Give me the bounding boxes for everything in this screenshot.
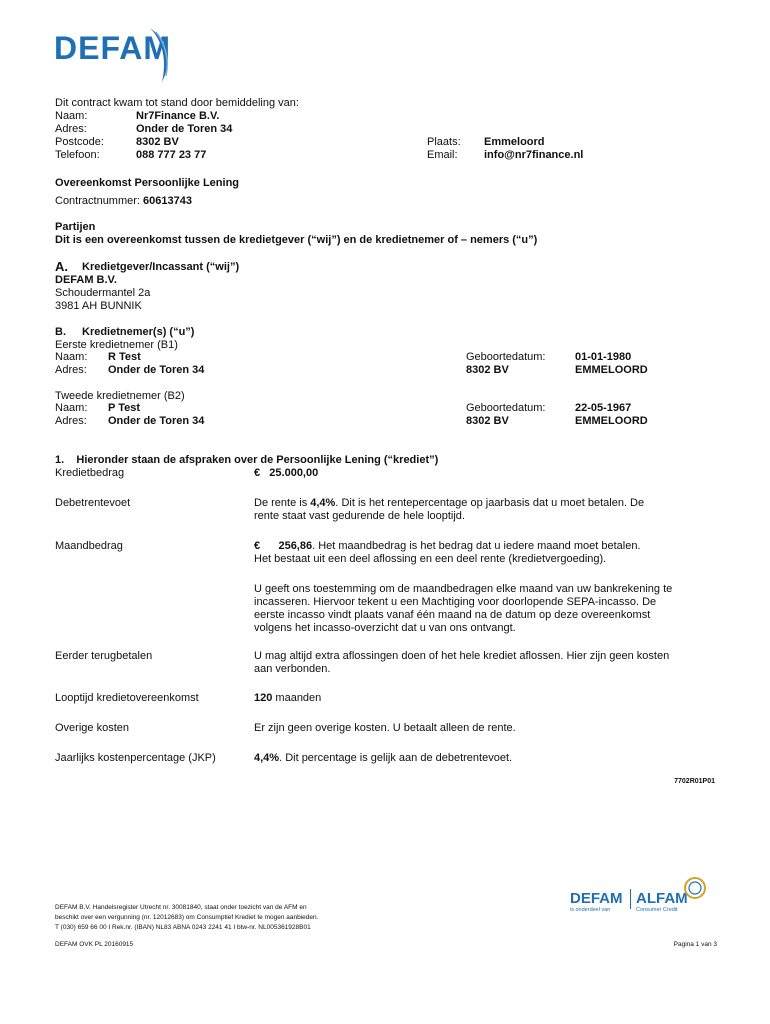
kredietbedrag-label: Kredietbedrag — [55, 467, 125, 479]
b2-naam-label: Naam: — [55, 402, 88, 414]
b2-adres: Onder de Toren 34 — [108, 415, 205, 427]
debet-post: . Dit is het rentepercentage op jaarbasis dat u moet betalen. De — [335, 497, 645, 509]
incasso-line2: incasseren. Hiervoor tekent u een Machtiging voor doorlopende SEPA-incasso. De — [254, 596, 657, 608]
eerder-line1: U mag altijd extra aflossingen doen of het hele krediet aflossen. Hier zijn geen kosten — [254, 650, 670, 662]
eerder-text — [254, 650, 714, 676]
section-b-heading: Kredietnemer(s) (“u”) — [82, 326, 195, 338]
maand-amount: € 256,86 — [254, 540, 313, 552]
footer-code: DEFAM OVK PL 20160915 — [55, 941, 134, 948]
b2-geb: 22-05-1967 — [575, 402, 632, 414]
footer-logo-right: ALFAM — [636, 890, 688, 907]
b2-title: Tweede kredietnemer (B2) — [55, 390, 185, 402]
contract-number — [55, 195, 192, 208]
doc-code: 7702R01P01 — [674, 778, 715, 785]
eerder-label: Eerder terugbetalen — [55, 650, 153, 662]
section-a-letter: A. — [55, 259, 68, 274]
looptijd-text — [254, 692, 714, 705]
footer-page: Pagina 1 van 3 — [673, 941, 717, 948]
looptijd-value: 120 — [254, 692, 273, 704]
logo-divider — [630, 889, 631, 909]
maand-text — [254, 540, 714, 566]
intro-heading: Dit contract kwam tot stand door bemiddeling van: — [55, 97, 299, 109]
intro-email-label: Email: — [427, 149, 458, 161]
footer-logo-left: DEFAM — [570, 890, 623, 907]
b1-naam: R Test — [108, 351, 141, 363]
maand-label: Maandbedrag — [55, 540, 123, 552]
incasso-line1: U geeft ons toestemming om de maandbedragen elke maand van uw bankrekening te — [254, 583, 673, 595]
section-b-letter: B. — [55, 326, 66, 338]
b2-naam: P Test — [108, 402, 140, 414]
b2-plaats: EMMELOORD — [575, 415, 648, 427]
intro-postcode: 8302 BV — [136, 136, 179, 148]
intro-plaats-label: Plaats: — [427, 136, 461, 148]
incasso-line4: volgens het incasso-overzicht dat u van ons ontvangt. — [254, 622, 516, 634]
contract-label: Contractnummer: — [55, 195, 140, 207]
overige-label: Overige kosten — [55, 722, 129, 734]
contract-value: 60613743 — [143, 195, 192, 207]
jkp-label: Jaarlijks kostenpercentage (JKP) — [55, 752, 216, 764]
b2-adres-label: Adres: — [55, 415, 87, 427]
intro-adres: Onder de Toren 34 — [136, 123, 233, 135]
jkp-value: 4,4% — [254, 752, 280, 764]
logo-text: DEFAM — [54, 30, 171, 66]
b1-plaats: EMMELOORD — [575, 364, 648, 376]
intro-telefoon: 088 777 23 77 — [136, 149, 207, 161]
jkp-text — [254, 752, 714, 765]
footer-logo-sub-left: is onderdeel van — [570, 907, 611, 913]
logo-swoosh-icon — [146, 26, 186, 86]
looptijd-unit: maanden — [272, 692, 322, 704]
intro-adres-label: Adres: — [55, 123, 87, 135]
footer-line1: DEFAM B.V. Handelsregister Utrecht nr. 30081840, staat onder toezicht van de AFM en — [55, 904, 307, 911]
kredietbedrag-value: € 25.000,00 — [254, 467, 319, 479]
b1-geb-label: Geboortedatum: — [466, 351, 546, 363]
b1-naam-label: Naam: — [55, 351, 88, 363]
b1-adres: Onder de Toren 34 — [108, 364, 205, 376]
maand-line2: Het bestaat uit een deel aflossing en een deel rente (kredietvergoeding). — [254, 553, 607, 565]
b1-title: Eerste kredietnemer (B1) — [55, 339, 178, 351]
page-title: Overeenkomst Persoonlijke Lening — [55, 177, 240, 189]
alfam-circle-icon — [680, 876, 710, 900]
incasso-text — [254, 583, 714, 635]
section-a-name: DEFAM B.V. — [55, 274, 117, 286]
defam-alfam-logo — [568, 876, 718, 916]
section1-heading: 1. Hieronder staan de afspraken over de Persoonlijke Lening (“krediet”) — [55, 454, 439, 466]
intro-naam: Nr7Finance B.V. — [136, 110, 220, 122]
eerder-line2: aan verbonden. — [254, 663, 331, 675]
intro-email: info@nr7finance.nl — [484, 149, 584, 161]
b1-postcode: 8302 BV — [466, 364, 509, 376]
debet-line2: rente staat vast gedurende de hele looptijd. — [254, 510, 465, 522]
intro-plaats: Emmeloord — [484, 136, 545, 148]
incasso-line3: eerste incasso vindt plaats vanaf één maand na de datum op deze overeenkomst — [254, 609, 651, 621]
intro-telefoon-label: Telefoon: — [55, 149, 100, 161]
b1-adres-label: Adres: — [55, 364, 87, 376]
defam-logo — [54, 26, 174, 86]
debet-pre: De rente is — [254, 497, 311, 509]
section-a-heading: Kredietgever/Incassant (“wij”) — [82, 261, 240, 273]
section-a-street: Schoudermantel 2a — [55, 287, 151, 299]
overige-text: Er zijn geen overige kosten. U betaalt alleen de rente. — [254, 722, 516, 734]
b1-geb: 01-01-1980 — [575, 351, 632, 363]
intro-postcode-label: Postcode: — [55, 136, 104, 148]
footer-logo-sub-right: Consumer Credit — [636, 907, 678, 913]
debet-label: Debetrentevoet — [55, 497, 131, 509]
debet-text — [254, 497, 714, 523]
jkp-post: . Dit percentage is gelijk aan de debetrentevoet. — [279, 752, 513, 764]
footer-line2: beschikt over een vergunning (nr. 12012683) om Consumptief Krediet te mogen aanbieden. — [55, 914, 319, 921]
partijen-line: Dit is een overeenkomst tussen de kredietgever (“wij”) en de kredietnemer of – nemers (“u”) — [55, 234, 538, 246]
debet-rate: 4,4% — [310, 497, 336, 509]
partijen-heading: Partijen — [55, 221, 96, 233]
footer-line3: T (030) 659 66 00 I Rek.nr. (IBAN) NL83 ABNA 0243 2241 41 I btw-nr. NL005361928B01 — [55, 924, 311, 931]
maand-post: . Het maandbedrag is het bedrag dat u iedere maand moet betalen. — [312, 540, 641, 552]
b2-postcode: 8302 BV — [466, 415, 509, 427]
b2-geb-label: Geboortedatum: — [466, 402, 546, 414]
looptijd-label: Looptijd kredietovereenkomst — [55, 692, 199, 704]
intro-naam-label: Naam: — [55, 110, 88, 122]
section-a-city: 3981 AH BUNNIK — [55, 300, 142, 312]
